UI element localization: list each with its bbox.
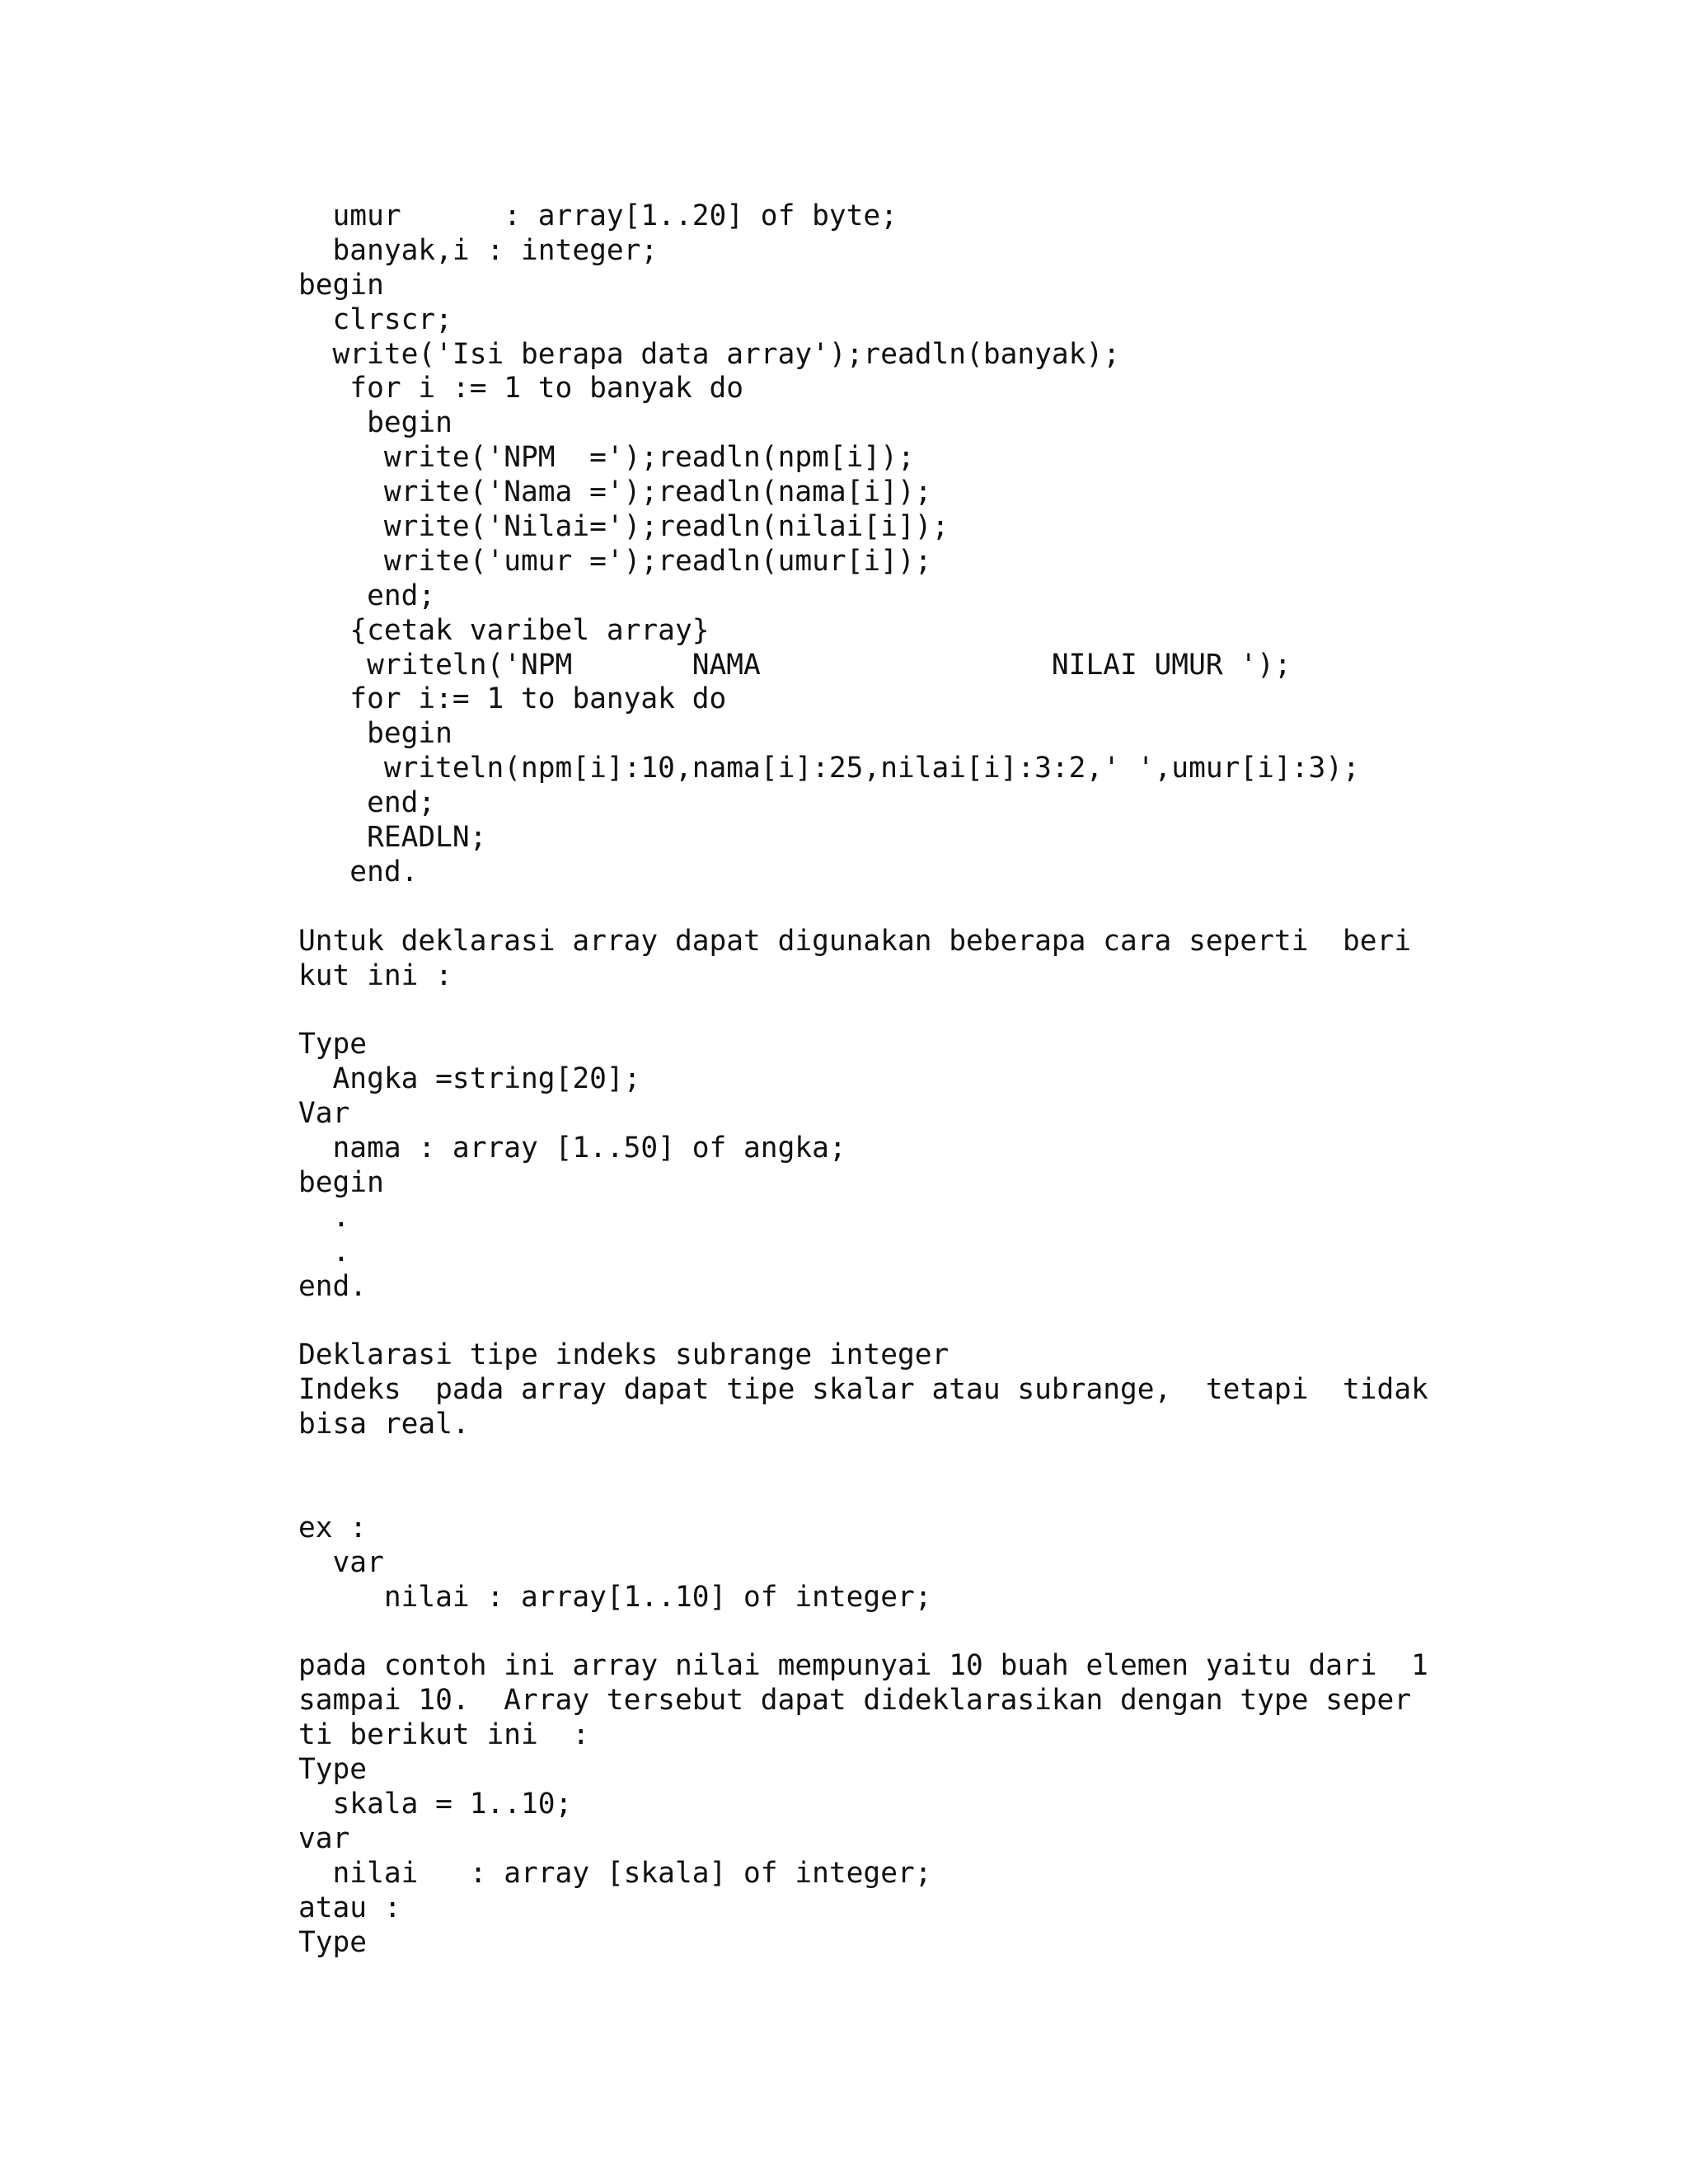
text-line: atau : <box>298 1891 401 1924</box>
text-line: banyak,i : integer; <box>298 233 659 267</box>
text-line: var <box>298 1821 350 1855</box>
text-line: Type <box>298 1753 368 1787</box>
text-line: Deklarasi tipe indeks subrange integer <box>298 1338 950 1372</box>
text-line: write('Nama =');readln(nama[i]); <box>298 476 932 509</box>
text-line: sampai 10. Array tersebut dapat dideklarasikan dengan type seper <box>298 1684 1412 1718</box>
text-line: Untuk deklarasi array dapat digunakan beberapa cara seperti beri <box>298 924 1412 958</box>
text-line: nama : array [1..50] of angka; <box>298 1132 846 1165</box>
text-line: nilai : array [skala] of integer; <box>298 1856 932 1890</box>
text-line <box>298 1477 1584 1511</box>
text-line <box>298 1615 1584 1650</box>
text-line: . <box>298 1200 350 1234</box>
text-line: var <box>298 1545 384 1579</box>
text-line: ex : <box>298 1511 368 1544</box>
text-line: Indeks pada array dapat tipe skalar atau subrange, tetapi tidak <box>298 1373 1428 1407</box>
text-line: write('NPM =');readln(npm[i]); <box>298 441 915 475</box>
text-line: clrscr; <box>298 302 452 336</box>
text-line: write('umur =');readln(umur[i]); <box>298 544 932 578</box>
text-line <box>298 890 1584 925</box>
text-line: kut ini : <box>298 958 452 992</box>
text-line: . <box>298 1235 350 1268</box>
text-line: Type <box>298 1028 368 1062</box>
text-line: end. <box>298 1269 368 1303</box>
text-line: Type <box>298 1925 368 1959</box>
text-line: {cetak varibel array} <box>298 613 710 647</box>
text-line: end. <box>298 855 419 888</box>
text-line: write('Isi berapa data array');readln(banyak); <box>298 337 1120 371</box>
text-line: begin <box>298 717 452 751</box>
text-line: writeln(npm[i]:10,nama[i]:25,nilai[i]:3:2,' ',umur[i]:3); <box>298 752 1360 785</box>
text-line: end; <box>298 579 436 612</box>
text-line <box>298 1442 1584 1477</box>
text-line: Angka =string[20]; <box>298 1062 641 1096</box>
text-line: READLN; <box>298 821 487 855</box>
text-line <box>298 1305 1584 1339</box>
text-line: pada contoh ini array nilai mempunyai 10 buah elemen yaitu dari 1 <box>298 1649 1428 1683</box>
text-line: nilai : array[1..10] of integer; <box>298 1580 932 1614</box>
text-line: umur : array[1..20] of byte; <box>298 199 898 232</box>
text-line: ti berikut ini : <box>298 1718 590 1752</box>
text-line: Var <box>298 1097 350 1131</box>
text-line <box>298 993 1584 1028</box>
text-line: skala = 1..10; <box>298 1787 573 1821</box>
text-line: end; <box>298 786 436 820</box>
text-line: writeln('NPM NAMA NILAI UMUR '); <box>298 648 1292 682</box>
text-line: begin <box>298 1165 384 1199</box>
document-text-block <box>298 199 1584 1960</box>
text-line: for i := 1 to banyak do <box>298 372 744 405</box>
text-line: begin <box>298 268 384 302</box>
text-line: begin <box>298 406 452 440</box>
text-line: for i:= 1 to banyak do <box>298 682 727 716</box>
text-line: bisa real. <box>298 1408 470 1441</box>
text-line: write('Nilai=');readln(nilai[i]); <box>298 510 950 544</box>
